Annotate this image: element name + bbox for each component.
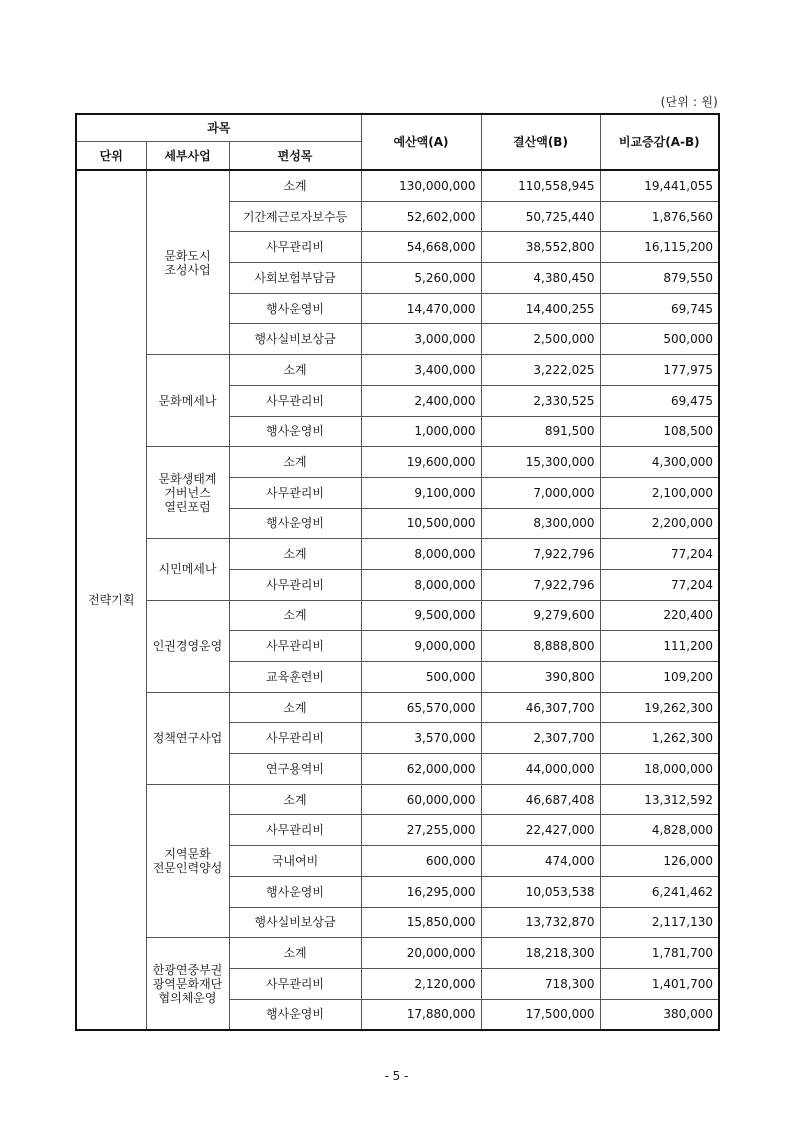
settlement-cell: 9,279,600 xyxy=(481,600,600,631)
settlement-cell: 18,218,300 xyxy=(481,938,600,969)
settlement-cell: 7,922,796 xyxy=(481,569,600,600)
budget-cell: 17,880,000 xyxy=(361,999,481,1030)
difference-cell: 220,400 xyxy=(600,600,719,631)
table-row xyxy=(76,600,719,631)
difference-cell: 19,262,300 xyxy=(600,692,719,723)
item-cell: 사무관리비 xyxy=(229,569,361,600)
project-cell: 문화메세나 xyxy=(146,355,229,447)
project-cell: 문화생태계 거버넌스 열린포럼 xyxy=(146,447,229,539)
item-cell: 소계 xyxy=(229,447,361,478)
settlement-cell: 7,000,000 xyxy=(481,477,600,508)
project-cell: 인권경영운영 xyxy=(146,600,229,692)
budget-cell: 2,400,000 xyxy=(361,385,481,416)
settlement-cell: 2,330,525 xyxy=(481,385,600,416)
item-cell: 소계 xyxy=(229,539,361,570)
budget-cell: 27,255,000 xyxy=(361,815,481,846)
budget-cell: 130,000,000 xyxy=(361,170,481,201)
budget-cell: 16,295,000 xyxy=(361,876,481,907)
table-row xyxy=(76,539,719,570)
difference-cell: 109,200 xyxy=(600,662,719,693)
header-unit: 단위 xyxy=(76,142,146,171)
budget-cell: 3,400,000 xyxy=(361,355,481,386)
item-cell: 행사운영비 xyxy=(229,293,361,324)
difference-cell: 1,876,560 xyxy=(600,201,719,232)
item-cell: 소계 xyxy=(229,692,361,723)
settlement-cell: 2,307,700 xyxy=(481,723,600,754)
table-row xyxy=(76,170,719,201)
difference-cell: 4,828,000 xyxy=(600,815,719,846)
header-item: 편성목 xyxy=(229,142,361,171)
item-cell: 소계 xyxy=(229,600,361,631)
settlement-cell: 390,800 xyxy=(481,662,600,693)
item-cell: 국내여비 xyxy=(229,846,361,877)
budget-cell: 19,600,000 xyxy=(361,447,481,478)
unit-note: (단위 : 원) xyxy=(660,95,718,109)
difference-cell: 1,781,700 xyxy=(600,938,719,969)
budget-cell: 8,000,000 xyxy=(361,539,481,570)
budget-cell: 15,850,000 xyxy=(361,907,481,938)
item-cell: 행사실비보상금 xyxy=(229,324,361,355)
header-budget: 예산액(A) xyxy=(361,114,481,170)
budget-cell: 3,570,000 xyxy=(361,723,481,754)
settlement-cell: 38,552,800 xyxy=(481,232,600,263)
settlement-cell: 46,307,700 xyxy=(481,692,600,723)
difference-cell: 13,312,592 xyxy=(600,784,719,815)
settlement-cell: 3,222,025 xyxy=(481,355,600,386)
difference-cell: 77,204 xyxy=(600,569,719,600)
item-cell: 소계 xyxy=(229,170,361,201)
difference-cell: 2,117,130 xyxy=(600,907,719,938)
budget-cell: 2,120,000 xyxy=(361,968,481,999)
settlement-cell: 14,400,255 xyxy=(481,293,600,324)
difference-cell: 16,115,200 xyxy=(600,232,719,263)
difference-cell: 500,000 xyxy=(600,324,719,355)
budget-cell: 500,000 xyxy=(361,662,481,693)
budget-cell: 1,000,000 xyxy=(361,416,481,447)
settlement-cell: 110,558,945 xyxy=(481,170,600,201)
header-group: 과목 xyxy=(76,114,361,142)
budget-cell: 9,500,000 xyxy=(361,600,481,631)
item-cell: 사무관리비 xyxy=(229,477,361,508)
budget-cell: 3,000,000 xyxy=(361,324,481,355)
difference-cell: 879,550 xyxy=(600,263,719,294)
table-row xyxy=(76,447,719,478)
settlement-cell: 10,053,538 xyxy=(481,876,600,907)
table-row xyxy=(76,692,719,723)
difference-cell: 177,975 xyxy=(600,355,719,386)
difference-cell: 2,100,000 xyxy=(600,477,719,508)
item-cell: 행사운영비 xyxy=(229,508,361,539)
settlement-cell: 15,300,000 xyxy=(481,447,600,478)
item-cell: 소계 xyxy=(229,784,361,815)
difference-cell: 111,200 xyxy=(600,631,719,662)
budget-cell: 10,500,000 xyxy=(361,508,481,539)
budget-cell: 60,000,000 xyxy=(361,784,481,815)
difference-cell: 1,262,300 xyxy=(600,723,719,754)
table-body xyxy=(76,170,719,1030)
difference-cell: 2,200,000 xyxy=(600,508,719,539)
budget-cell: 65,570,000 xyxy=(361,692,481,723)
table-header xyxy=(76,114,719,170)
settlement-cell: 50,725,440 xyxy=(481,201,600,232)
project-cell: 지역문화 전문인력양성 xyxy=(146,784,229,937)
unit-cell: 전략기획 xyxy=(76,170,146,1030)
budget-cell: 20,000,000 xyxy=(361,938,481,969)
settlement-cell: 44,000,000 xyxy=(481,754,600,785)
settlement-cell: 2,500,000 xyxy=(481,324,600,355)
header-project: 세부사업 xyxy=(146,142,229,171)
budget-cell: 54,668,000 xyxy=(361,232,481,263)
item-cell: 행사운영비 xyxy=(229,876,361,907)
difference-cell: 19,441,055 xyxy=(600,170,719,201)
budget-cell: 62,000,000 xyxy=(361,754,481,785)
budget-settlement-table xyxy=(75,113,720,1031)
table-row xyxy=(76,784,719,815)
item-cell: 사무관리비 xyxy=(229,232,361,263)
difference-cell: 4,300,000 xyxy=(600,447,719,478)
project-cell: 시민메세나 xyxy=(146,539,229,600)
item-cell: 사회보험부담금 xyxy=(229,263,361,294)
budget-cell: 9,100,000 xyxy=(361,477,481,508)
budget-cell: 8,000,000 xyxy=(361,569,481,600)
difference-cell: 69,745 xyxy=(600,293,719,324)
budget-cell: 14,470,000 xyxy=(361,293,481,324)
project-cell: 문화도시 조성사업 xyxy=(146,170,229,355)
table-row xyxy=(76,938,719,969)
difference-cell: 6,241,462 xyxy=(600,876,719,907)
settlement-cell: 22,427,000 xyxy=(481,815,600,846)
item-cell: 행사운영비 xyxy=(229,416,361,447)
settlement-cell: 4,380,450 xyxy=(481,263,600,294)
difference-cell: 108,500 xyxy=(600,416,719,447)
difference-cell: 18,000,000 xyxy=(600,754,719,785)
table-row xyxy=(76,355,719,386)
item-cell: 교육훈련비 xyxy=(229,662,361,693)
header-difference: 비교증감(A-B) xyxy=(600,114,719,170)
budget-cell: 600,000 xyxy=(361,846,481,877)
item-cell: 사무관리비 xyxy=(229,968,361,999)
settlement-cell: 718,300 xyxy=(481,968,600,999)
header-settlement: 결산액(B) xyxy=(481,114,600,170)
item-cell: 기간제근로자보수등 xyxy=(229,201,361,232)
page-number: - 5 - xyxy=(384,1069,409,1083)
difference-cell: 69,475 xyxy=(600,385,719,416)
project-cell: 정책연구사업 xyxy=(146,692,229,784)
budget-cell: 52,602,000 xyxy=(361,201,481,232)
settlement-cell: 474,000 xyxy=(481,846,600,877)
difference-cell: 77,204 xyxy=(600,539,719,570)
settlement-cell: 7,922,796 xyxy=(481,539,600,570)
settlement-cell: 17,500,000 xyxy=(481,999,600,1030)
project-cell: 한광연중부권 광역문화재단 협의체운영 xyxy=(146,938,229,1031)
item-cell: 소계 xyxy=(229,355,361,386)
settlement-cell: 46,687,408 xyxy=(481,784,600,815)
item-cell: 사무관리비 xyxy=(229,385,361,416)
item-cell: 소계 xyxy=(229,938,361,969)
item-cell: 사무관리비 xyxy=(229,723,361,754)
settlement-cell: 8,888,800 xyxy=(481,631,600,662)
item-cell: 사무관리비 xyxy=(229,815,361,846)
settlement-cell: 13,732,870 xyxy=(481,907,600,938)
difference-cell: 126,000 xyxy=(600,846,719,877)
item-cell: 행사실비보상금 xyxy=(229,907,361,938)
settlement-cell: 891,500 xyxy=(481,416,600,447)
settlement-cell: 8,300,000 xyxy=(481,508,600,539)
item-cell: 사무관리비 xyxy=(229,631,361,662)
difference-cell: 380,000 xyxy=(600,999,719,1030)
item-cell: 연구용역비 xyxy=(229,754,361,785)
difference-cell: 1,401,700 xyxy=(600,968,719,999)
budget-cell: 9,000,000 xyxy=(361,631,481,662)
budget-cell: 5,260,000 xyxy=(361,263,481,294)
item-cell: 행사운영비 xyxy=(229,999,361,1030)
